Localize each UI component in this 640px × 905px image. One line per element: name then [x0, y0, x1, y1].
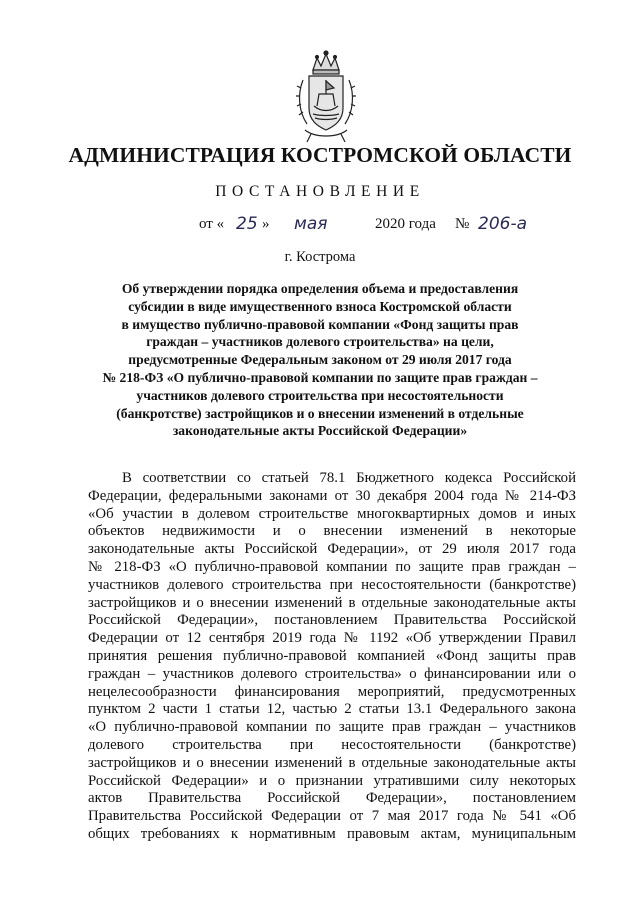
body-line: Российской Федерации» и о признании утратившими силу некоторых [88, 772, 576, 789]
subject-line: Об утверждении порядка определения объема и предоставления [121, 281, 519, 296]
body-line: В соответствии со статьей 78.1 Бюджетного кодекса Российской [122, 470, 576, 486]
subject-line: законодательные акты Российской Федерации» [172, 423, 468, 439]
body-line: № 218-ФЗ «О публично-правовой компании по защите прав граждан – [88, 558, 576, 575]
document-number-handwritten: 206-а [478, 214, 527, 234]
body-line: Федерации от 12 сентября 2019 года № 1192 «Об утверждении Правил [88, 630, 576, 647]
body-line: объектов недвижимости и о внесении изменений в некоторые [88, 523, 576, 540]
subject-line: в имущество публично-правовой компании «Фонд защиты прав [121, 316, 519, 332]
organization-title: АДМИНИСТРАЦИЯ КОСТРОМСКОЙ ОБЛАСТИ [68, 143, 572, 167]
body-line: Федерации, федеральными законами от 30 декабря 2004 года № 214-ФЗ [88, 487, 576, 504]
body-line: актов Правительства Российской Федерации», постановлением [88, 790, 576, 807]
kostroma-coat-of-arms-icon [293, 50, 359, 144]
date-prefix: от « [199, 216, 225, 232]
body-line: Правительства Российской Федерации от 7 мая 2017 года № 541 «Об [88, 808, 576, 825]
body-line: нецелесообразности финансирования мероприятий, предусмотренных [88, 683, 576, 700]
subject-line: предусмотренные Федеральным законом от 29 июля 2017 года [128, 352, 512, 368]
subject-line: (банкротстве) застройщиков и о внесении изменений в отдельные [116, 405, 524, 421]
body-paragraph [88, 470, 576, 844]
body-line: граждан – участников долевого строительства» о финансировании или о [88, 665, 576, 682]
body-line: участников долевого строительства при несостоятельности (банкротстве) [88, 576, 576, 593]
body-line: застройщиков и о внесении изменений в отдельные законодательные акты [88, 754, 576, 771]
subject-line: участников долевого строительства при несостоятельности [136, 387, 504, 403]
city: г. Кострома [284, 249, 356, 265]
date-close-quote: » [262, 216, 270, 232]
number-sign: № [455, 216, 470, 232]
subject-line: № 218-ФЗ «О публично-правовой компании по защите прав граждан – [102, 369, 538, 385]
subject-line: граждан – участников долевого строительства» на цели, [146, 334, 494, 350]
body-line: Российской Федерации», постановлением Правительства Российской [88, 612, 576, 629]
body-line: общих требованиях к нормативным правовым актам, муниципальным [88, 825, 576, 842]
document-type: ПОСТАНОВЛЕНИЕ [215, 183, 425, 200]
body-line: пунктом 2 части 1 статьи 12, частью 2 статьи 13.1 Федерального закона [88, 701, 576, 718]
body-line: «О публично-правовой компании по защите прав граждан – участников [88, 719, 576, 736]
date-year: 2020 года [375, 216, 436, 232]
subject-line: субсидии в виде имущественного взноса Костромской области [128, 298, 512, 314]
date-day-handwritten: 25 [236, 214, 258, 234]
body-line: принятия решения публично-правовой компанией «Фонд защиты прав [88, 647, 576, 664]
body-line: застройщиков и о внесении изменений в отдельные законодательные акты [88, 594, 576, 611]
body-line: законодательные акты Российской Федерации», от 29 июля 2017 года [88, 541, 576, 558]
date-month-handwritten: мая [294, 214, 328, 234]
date-number-line [0, 214, 640, 238]
body-line: долевого строительства при несостоятельности (банкротстве) [88, 736, 576, 753]
body-line: «Об участии в долевом строительстве многоквартирных домов и иных [88, 505, 576, 522]
document-subject [92, 280, 548, 440]
